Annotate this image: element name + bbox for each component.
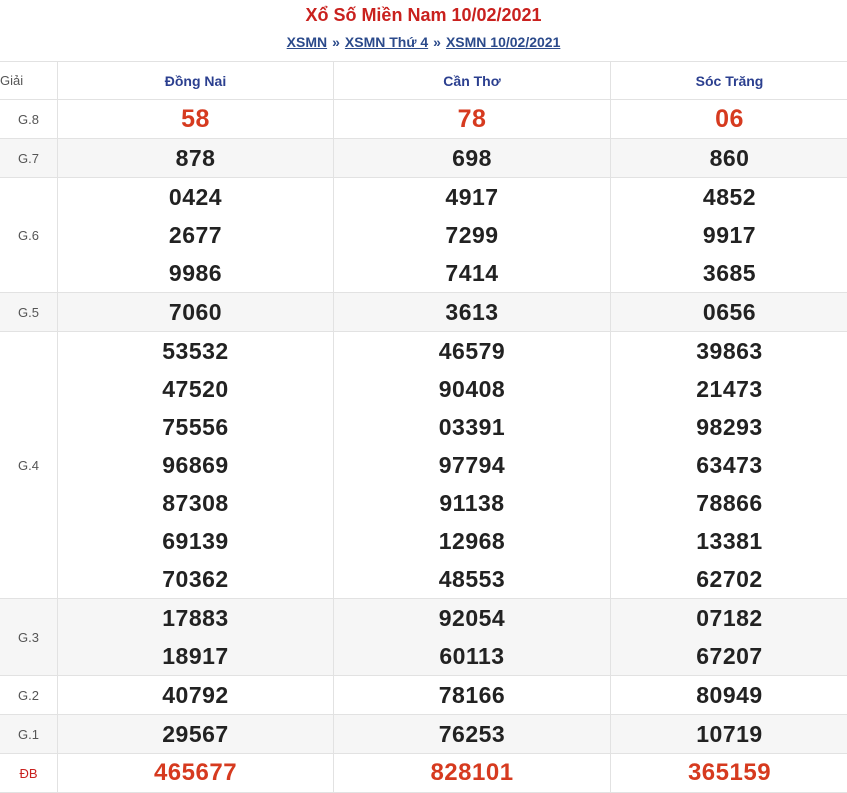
prize-number: 10719 bbox=[611, 715, 847, 753]
prize-number: 13381 bbox=[611, 522, 847, 560]
prize-number: 78166 bbox=[334, 676, 610, 714]
prize-cell bbox=[58, 332, 334, 599]
prize-number: 91138 bbox=[334, 484, 610, 522]
prize-number: 96869 bbox=[58, 446, 333, 484]
prize-number: 62702 bbox=[611, 560, 847, 598]
prize-row-g8 bbox=[0, 100, 847, 139]
prize-number: 17883 bbox=[58, 599, 333, 637]
prize-number: 60113 bbox=[334, 637, 610, 675]
special-prize-number: 365159 bbox=[611, 754, 847, 792]
prize-cell bbox=[58, 293, 334, 332]
prize-label: ĐB bbox=[0, 754, 58, 793]
breadcrumb-separator: » bbox=[428, 34, 446, 50]
prize-row-g1 bbox=[0, 715, 847, 754]
prize-cell bbox=[334, 139, 611, 178]
prize-row-special bbox=[0, 754, 847, 793]
prize-label: G.2 bbox=[0, 676, 58, 715]
prize-number: 76253 bbox=[334, 715, 610, 753]
breadcrumb-separator: » bbox=[327, 34, 345, 50]
prize-cell bbox=[334, 178, 611, 293]
prize-cell bbox=[334, 754, 611, 793]
prize-number: 67207 bbox=[611, 637, 847, 675]
prize-number: 63473 bbox=[611, 446, 847, 484]
prize-number: 69139 bbox=[58, 522, 333, 560]
prize-label: G.3 bbox=[0, 599, 58, 676]
prize-number: 7060 bbox=[58, 293, 333, 331]
prize-row-g2 bbox=[0, 676, 847, 715]
prize-row-g5 bbox=[0, 293, 847, 332]
prize-number: 7414 bbox=[334, 254, 610, 292]
prize-label: G.8 bbox=[0, 100, 58, 139]
prize-cell bbox=[334, 676, 611, 715]
results-table bbox=[0, 61, 847, 793]
prize-label: G.6 bbox=[0, 178, 58, 293]
prize-number: 75556 bbox=[58, 408, 333, 446]
prize-number: 92054 bbox=[334, 599, 610, 637]
prize-number: 21473 bbox=[611, 370, 847, 408]
prize-number: 78 bbox=[334, 100, 610, 138]
prize-cell bbox=[334, 332, 611, 599]
prize-cell bbox=[611, 599, 847, 676]
prize-label: G.4 bbox=[0, 332, 58, 599]
prize-number: 2677 bbox=[58, 216, 333, 254]
prize-number: 3685 bbox=[611, 254, 847, 292]
prize-number: 53532 bbox=[58, 332, 333, 370]
prize-cell bbox=[58, 139, 334, 178]
prize-number: 58 bbox=[58, 100, 333, 138]
prize-number: 46579 bbox=[334, 332, 610, 370]
prize-number: 9986 bbox=[58, 254, 333, 292]
prize-label: G.1 bbox=[0, 715, 58, 754]
prize-cell bbox=[58, 754, 334, 793]
prize-number: 4852 bbox=[611, 178, 847, 216]
prize-cell bbox=[611, 332, 847, 599]
prize-number: 39863 bbox=[611, 332, 847, 370]
prize-number: 698 bbox=[334, 139, 610, 177]
prize-number: 90408 bbox=[334, 370, 610, 408]
prize-number: 03391 bbox=[334, 408, 610, 446]
prize-number: 860 bbox=[611, 139, 847, 177]
prize-number: 878 bbox=[58, 139, 333, 177]
prize-number: 40792 bbox=[58, 676, 333, 714]
prize-label: G.5 bbox=[0, 293, 58, 332]
prize-number: 47520 bbox=[58, 370, 333, 408]
table-header-row bbox=[0, 62, 847, 100]
prize-number: 48553 bbox=[334, 560, 610, 598]
prize-cell bbox=[611, 754, 847, 793]
prize-number: 87308 bbox=[58, 484, 333, 522]
column-header-can-tho: Cần Thơ bbox=[334, 62, 611, 100]
page-title: Xổ Số Miền Nam 10/02/2021 bbox=[0, 4, 847, 26]
special-prize-number: 465677 bbox=[58, 754, 333, 792]
prize-cell bbox=[611, 676, 847, 715]
prize-cell bbox=[611, 293, 847, 332]
column-header-soc-trang: Sóc Trăng bbox=[611, 62, 847, 100]
prize-row-g3 bbox=[0, 599, 847, 676]
prize-cell bbox=[611, 139, 847, 178]
prize-cell bbox=[611, 715, 847, 754]
prize-cell bbox=[611, 178, 847, 293]
prize-number: 18917 bbox=[58, 637, 333, 675]
prize-number: 0424 bbox=[58, 178, 333, 216]
prize-number: 97794 bbox=[334, 446, 610, 484]
prize-row-g6 bbox=[0, 178, 847, 293]
prize-cell bbox=[611, 100, 847, 139]
prize-number: 06 bbox=[611, 100, 847, 138]
prize-number: 7299 bbox=[334, 216, 610, 254]
prize-number: 98293 bbox=[611, 408, 847, 446]
prize-cell bbox=[334, 715, 611, 754]
breadcrumb-xsmn-date-link[interactable]: XSMN 10/02/2021 bbox=[446, 34, 560, 50]
prize-cell bbox=[334, 293, 611, 332]
prize-number: 80949 bbox=[611, 676, 847, 714]
prize-number: 12968 bbox=[334, 522, 610, 560]
breadcrumb-xsmn-thu4-link[interactable]: XSMN Thứ 4 bbox=[345, 34, 428, 50]
prize-cell bbox=[58, 100, 334, 139]
prize-cell bbox=[58, 599, 334, 676]
prize-label: G.7 bbox=[0, 139, 58, 178]
prize-cell bbox=[334, 100, 611, 139]
prize-number: 0656 bbox=[611, 293, 847, 331]
prize-number: 3613 bbox=[334, 293, 610, 331]
column-header-giai: Giải bbox=[0, 62, 58, 100]
prize-number: 29567 bbox=[58, 715, 333, 753]
breadcrumb-xsmn-link[interactable]: XSMN bbox=[287, 34, 327, 50]
prize-row-g4 bbox=[0, 332, 847, 599]
prize-number: 78866 bbox=[611, 484, 847, 522]
prize-number: 9917 bbox=[611, 216, 847, 254]
column-header-dong-nai: Đồng Nai bbox=[58, 62, 334, 100]
special-prize-number: 828101 bbox=[334, 754, 610, 792]
prize-number: 4917 bbox=[334, 178, 610, 216]
prize-cell bbox=[58, 676, 334, 715]
prize-number: 70362 bbox=[58, 560, 333, 598]
breadcrumb bbox=[0, 32, 847, 52]
prize-cell bbox=[334, 599, 611, 676]
prize-cell bbox=[58, 715, 334, 754]
prize-cell bbox=[58, 178, 334, 293]
prize-row-g7 bbox=[0, 139, 847, 178]
prize-number: 07182 bbox=[611, 599, 847, 637]
